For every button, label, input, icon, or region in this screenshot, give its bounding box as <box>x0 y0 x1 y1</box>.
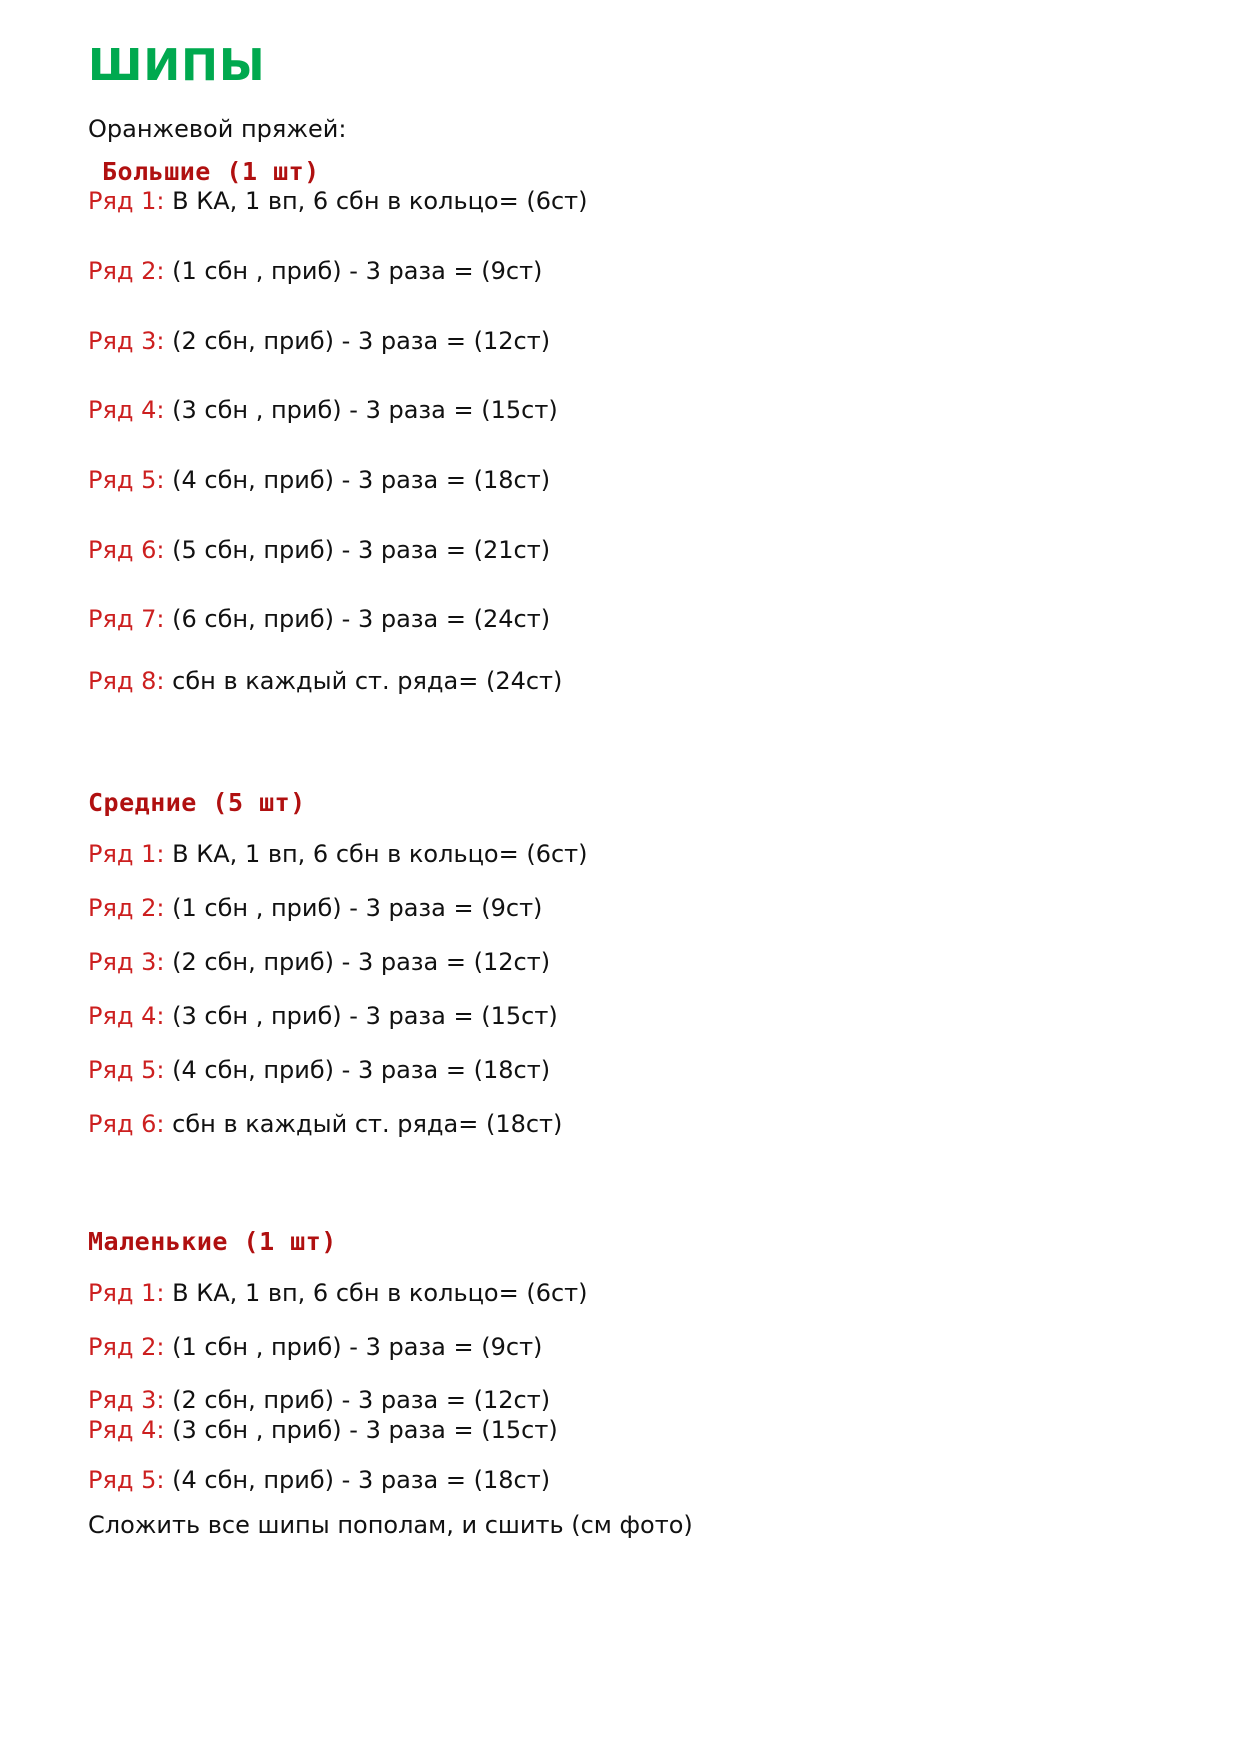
pattern-row <box>88 1332 542 1362</box>
row-text: (1 сбн , приб) - 3 раза = (9ст) <box>164 894 543 922</box>
closing-instruction: Сложить все шипы пополам, и сшить (см фото) <box>88 1511 693 1539</box>
row-text: сбн в каждый ст. ряда= (18ст) <box>164 1110 563 1138</box>
section-heading-small: Маленькие (1 шт) <box>88 1227 337 1256</box>
pattern-row <box>88 1385 550 1415</box>
row-text: (3 сбн , приб) - 3 раза = (15ст) <box>164 1416 558 1444</box>
pattern-row <box>88 947 550 977</box>
page-title: ШИПЫ <box>88 40 266 91</box>
row-label: Ряд 3: <box>88 948 165 976</box>
row-label: Ряд 2: <box>88 1333 165 1361</box>
row-text: (3 сбн , приб) - 3 раза = (15ст) <box>164 1002 558 1030</box>
row-label: Ряд 6: <box>88 1110 165 1138</box>
pattern-row <box>88 1055 550 1085</box>
section-heading-large: Большие (1 шт) <box>102 157 320 186</box>
row-text: (4 сбн, приб) - 3 раза = (18ст) <box>164 466 551 494</box>
row-label: Ряд 6: <box>88 536 165 564</box>
intro-text: Оранжевой пряжей: <box>88 115 347 143</box>
pattern-row <box>88 1109 562 1139</box>
row-text: сбн в каждый ст. ряда= (24ст) <box>164 667 563 695</box>
pattern-row <box>88 186 588 216</box>
row-text: В КА, 1 вп, 6 сбн в кольцо= (6ст) <box>164 840 588 868</box>
row-text: (2 сбн, приб) - 3 раза = (12ст) <box>164 948 551 976</box>
pattern-row <box>88 395 558 425</box>
row-label: Ряд 5: <box>88 466 165 494</box>
pattern-row <box>88 326 550 356</box>
row-label: Ряд 1: <box>88 840 165 868</box>
row-label: Ряд 1: <box>88 1279 165 1307</box>
row-label: Ряд 7: <box>88 605 165 633</box>
pattern-row <box>88 839 588 869</box>
row-text: (2 сбн, приб) - 3 раза = (12ст) <box>164 327 551 355</box>
row-label: Ряд 2: <box>88 257 165 285</box>
pattern-row <box>88 256 542 286</box>
row-label: Ряд 5: <box>88 1466 165 1494</box>
row-label: Ряд 3: <box>88 1386 165 1414</box>
section-heading-medium: Средние (5 шт) <box>88 788 306 817</box>
pattern-row <box>88 1465 550 1495</box>
row-label: Ряд 8: <box>88 667 165 695</box>
row-label: Ряд 2: <box>88 894 165 922</box>
pattern-row <box>88 1001 558 1031</box>
row-text: (1 сбн , приб) - 3 раза = (9ст) <box>164 257 543 285</box>
pattern-row <box>88 1278 588 1308</box>
row-text: В КА, 1 вп, 6 сбн в кольцо= (6ст) <box>164 187 588 215</box>
row-text: (3 сбн , приб) - 3 раза = (15ст) <box>164 396 558 424</box>
row-label: Ряд 4: <box>88 1002 165 1030</box>
row-text: (5 сбн, приб) - 3 раза = (21ст) <box>164 536 551 564</box>
row-label: Ряд 1: <box>88 187 165 215</box>
pattern-row <box>88 604 550 634</box>
row-text: (4 сбн, приб) - 3 раза = (18ст) <box>164 1056 551 1084</box>
row-text: (2 сбн, приб) - 3 раза = (12ст) <box>164 1386 551 1414</box>
row-text: (6 сбн, приб) - 3 раза = (24ст) <box>164 605 551 633</box>
row-label: Ряд 3: <box>88 327 165 355</box>
row-label: Ряд 5: <box>88 1056 165 1084</box>
row-label: Ряд 4: <box>88 1416 165 1444</box>
row-text: В КА, 1 вп, 6 сбн в кольцо= (6ст) <box>164 1279 588 1307</box>
pattern-row <box>88 666 562 696</box>
pattern-row <box>88 1415 558 1445</box>
pattern-row <box>88 893 542 923</box>
pattern-row <box>88 465 550 495</box>
row-text: (1 сбн , приб) - 3 раза = (9ст) <box>164 1333 543 1361</box>
pattern-row <box>88 535 550 565</box>
row-label: Ряд 4: <box>88 396 165 424</box>
row-text: (4 сбн, приб) - 3 раза = (18ст) <box>164 1466 551 1494</box>
